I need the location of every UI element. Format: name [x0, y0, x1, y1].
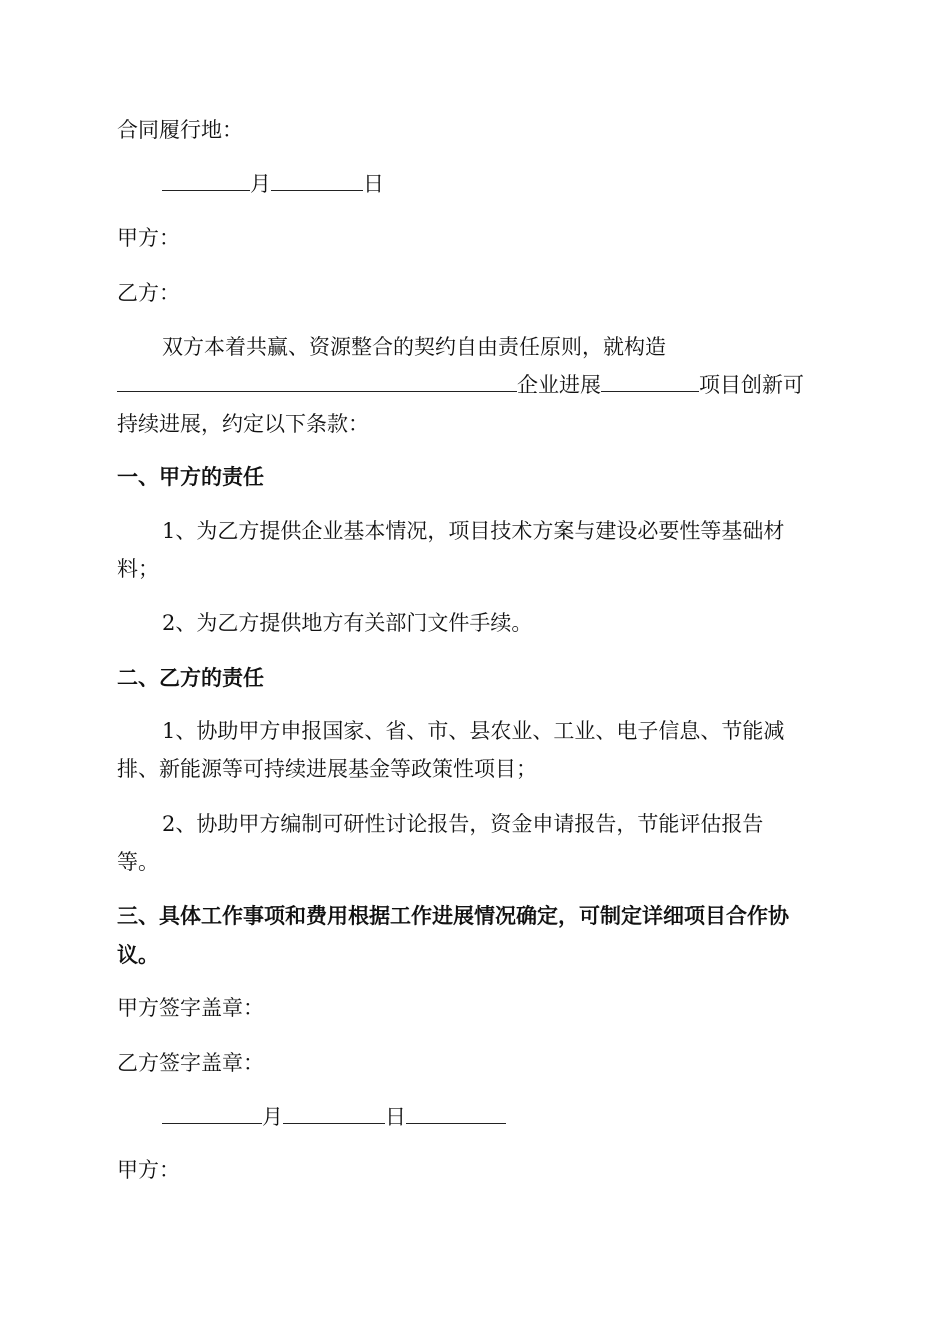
party-b-label: 乙方： — [117, 281, 180, 305]
party-b-sign-label: 乙方签字盖章： — [117, 1051, 264, 1075]
intro-line-2 — [117, 373, 837, 397]
year-blank — [162, 172, 250, 191]
section-2-item-2-line-1: 2、协助甲方编制可研性讨论报告，资金申请报告，节能评估报告 — [162, 812, 764, 836]
project-blank — [601, 373, 699, 392]
intro-line-3: 持续进展，约定以下条款： — [117, 412, 369, 436]
intro-text-a: 企业进展 — [517, 373, 601, 397]
section-3-heading-line-2: 议。 — [117, 942, 159, 967]
month-blank — [271, 172, 363, 191]
intro-line-1: 双方本着共赢、资源整合的契约自由责任原则，就构造 — [162, 335, 666, 359]
section-2-heading: 二、乙方的责任 — [117, 665, 264, 690]
date-line-1 — [162, 172, 882, 196]
contract-place-label: 合同履行地： — [117, 118, 243, 142]
section-2-item-1-line-2: 排、新能源等可持续进展基金等政策性项目； — [117, 757, 537, 781]
intro-text-b: 项目创新可 — [699, 373, 804, 397]
subject-blank — [117, 373, 517, 392]
month-label-2: 月 — [262, 1105, 283, 1129]
party-a-sign-label: 甲方签字盖章： — [117, 996, 264, 1020]
party-a-label-2: 甲方： — [117, 1158, 180, 1182]
day-label: 日 — [363, 172, 384, 196]
section-1-item-1-line-2: 料； — [117, 557, 159, 581]
day-label-2: 日 — [385, 1105, 406, 1129]
section-2-item-2-line-2: 等。 — [117, 850, 159, 874]
section-3-heading-line-1: 三、具体工作事项和费用根据工作进展情况确定，可制定详细项目合作协 — [117, 903, 789, 928]
month-blank-2 — [283, 1105, 385, 1124]
section-1-heading: 一、甲方的责任 — [117, 464, 264, 489]
section-1-item-1-line-1: 1、为乙方提供企业基本情况，项目技术方案与建设必要性等基础材 — [162, 519, 785, 543]
day-blank-2 — [406, 1105, 506, 1124]
date-line-2 — [162, 1105, 882, 1129]
section-1-item-2: 2、为乙方提供地方有关部门文件手续。 — [162, 611, 533, 635]
section-2-item-1-line-1: 1、协助甲方申报国家、省、市、县农业、工业、电子信息、节能减 — [162, 719, 785, 743]
year-blank-2 — [162, 1105, 262, 1124]
month-label: 月 — [250, 172, 271, 196]
party-a-label: 甲方： — [117, 226, 180, 250]
